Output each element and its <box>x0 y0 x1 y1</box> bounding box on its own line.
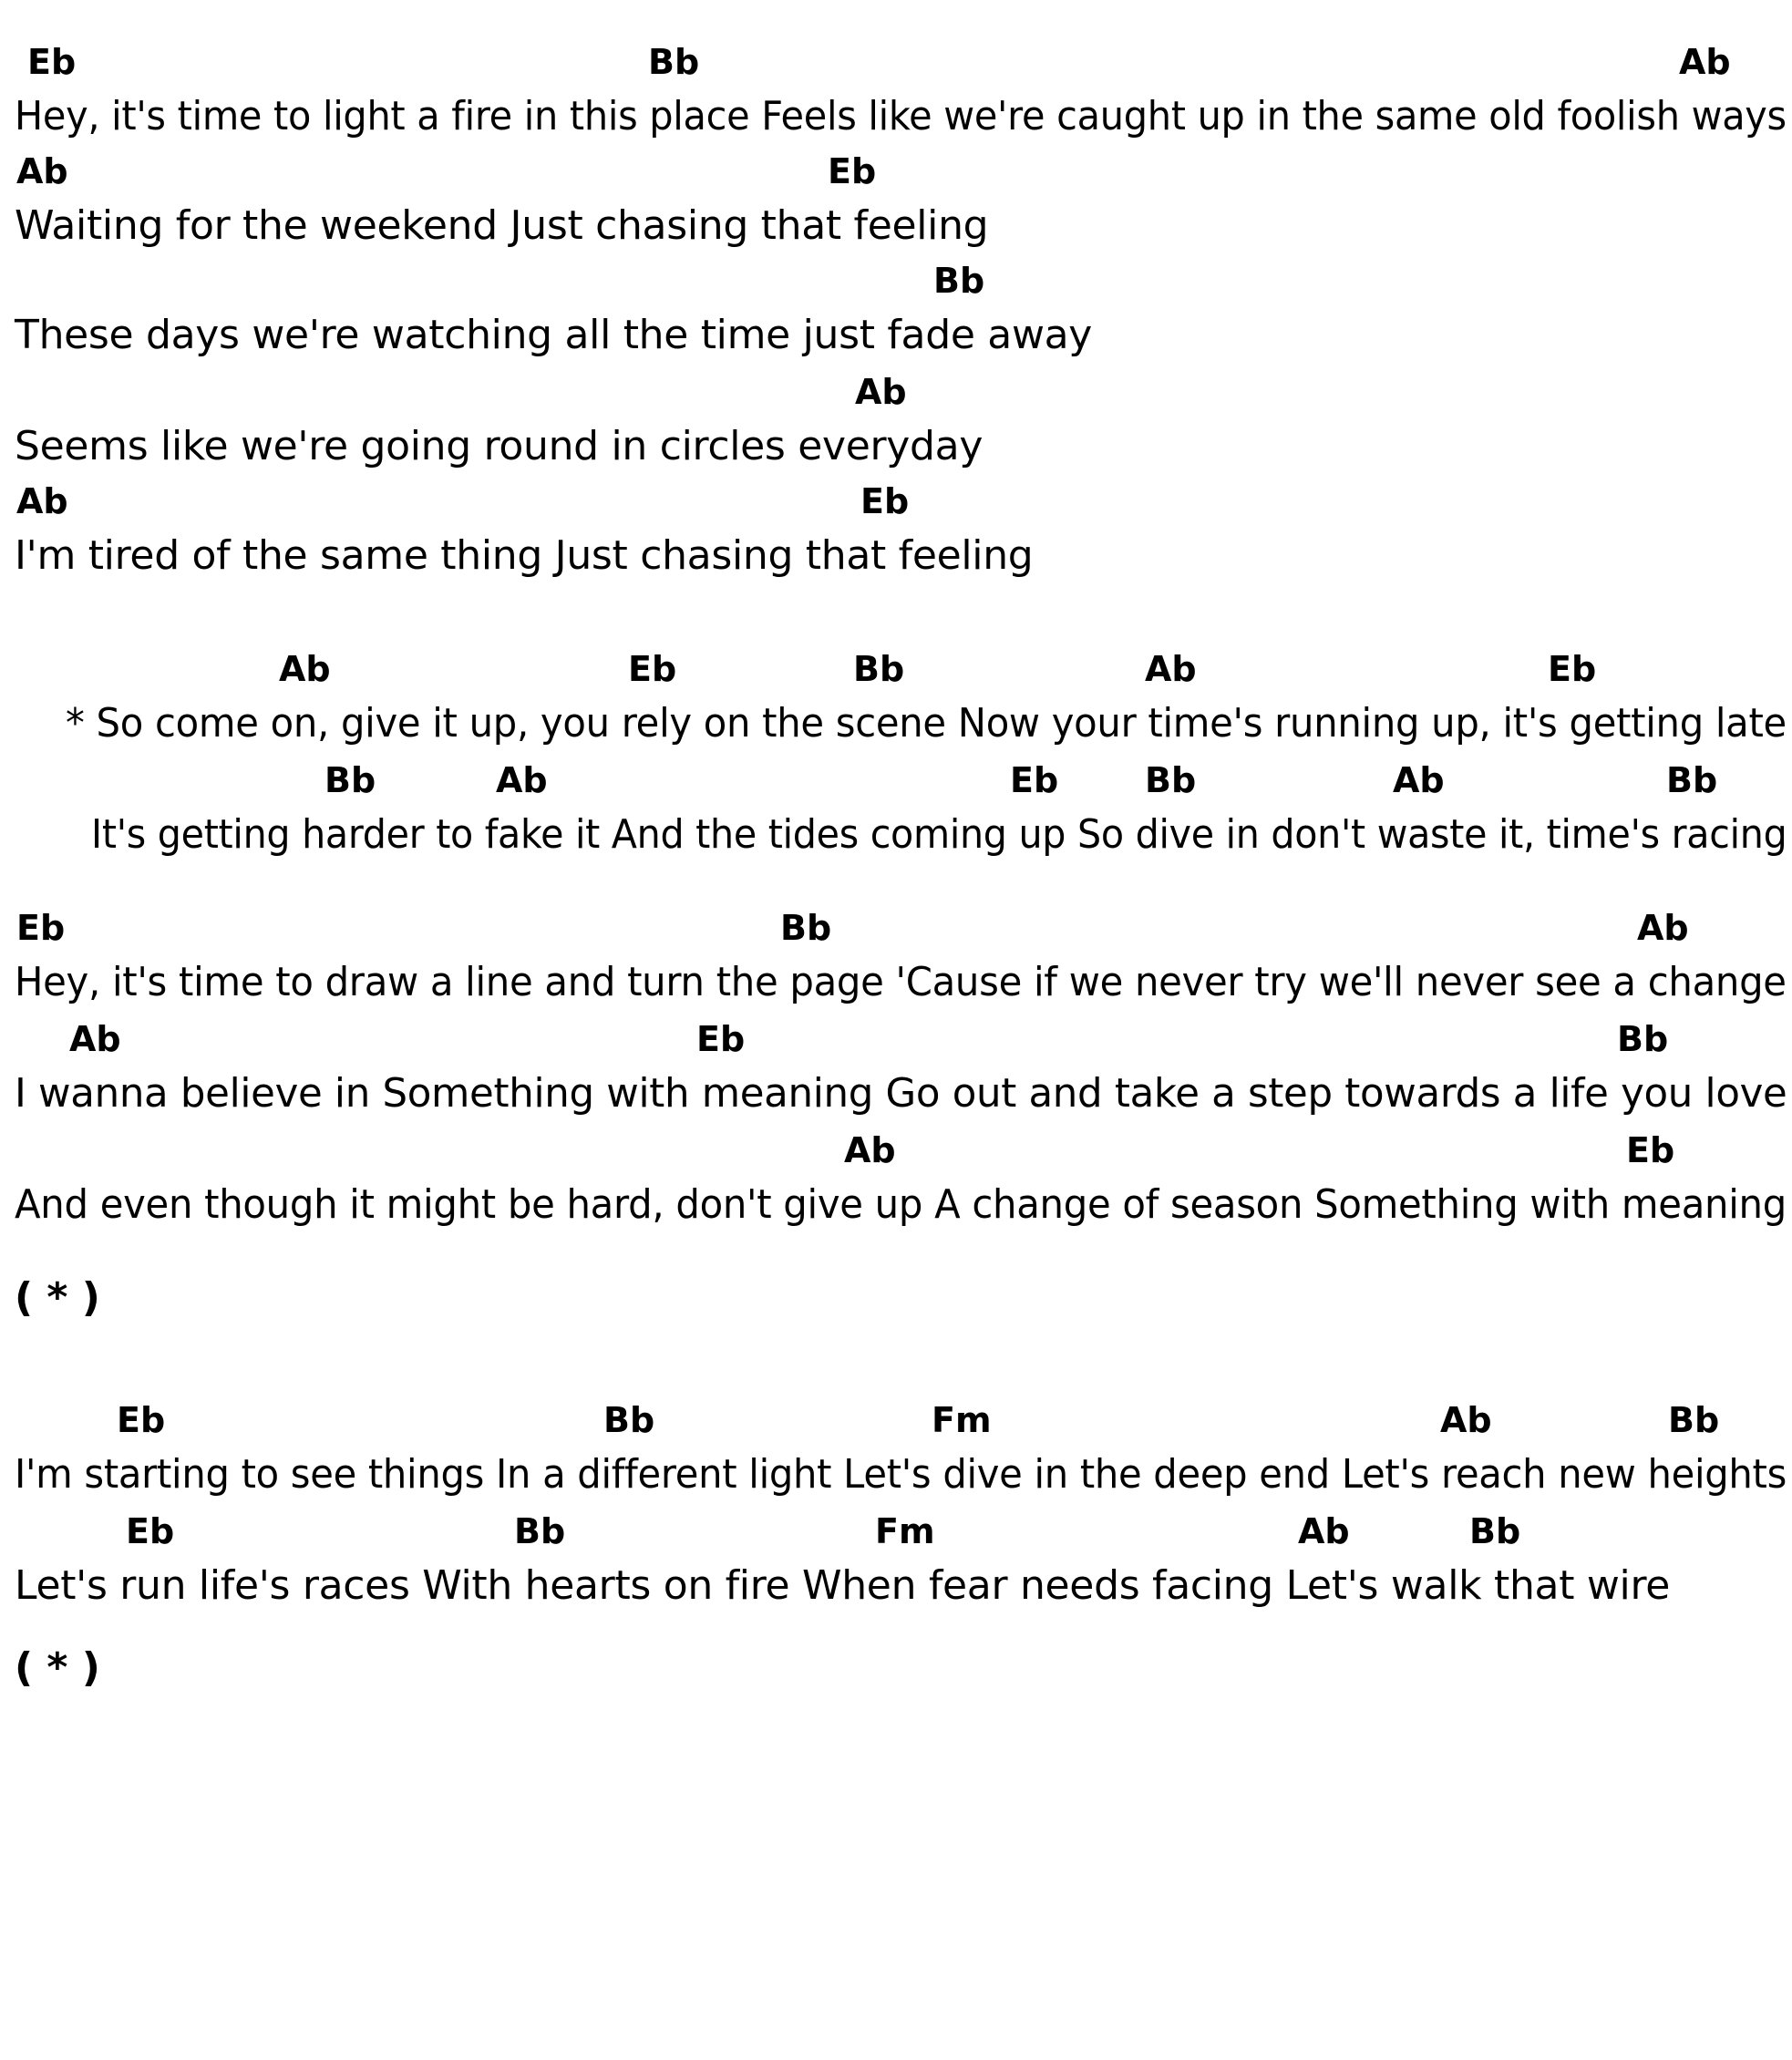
repeat-marker-text: ( * ) <box>15 1274 100 1321</box>
lyric-text: I'm starting to see things In a different light Let's dive in the deep end Let's reach new heights <box>15 1451 1787 1498</box>
lyric-text: These days we're watching all the time just fade away <box>15 312 1093 358</box>
lyric-line <box>0 529 1792 583</box>
lyric-text: I wanna believe in Something with meaning Go out and take a step towards a life you love <box>15 1070 1787 1117</box>
chord: Bb <box>933 261 985 301</box>
chord: Bb <box>1668 1400 1720 1440</box>
chord-line <box>0 144 1792 199</box>
chord: Fm <box>875 1511 935 1551</box>
lyric-text: Hey, it's time to draw a line and turn the page 'Cause if we never try we'll never see a change <box>15 959 1787 1005</box>
chord: Ab <box>69 1019 121 1059</box>
chord-line <box>0 753 1792 808</box>
chord-line <box>0 474 1792 529</box>
chord: Ab <box>1145 649 1197 689</box>
lyric-line <box>0 808 1792 862</box>
chord: Eb <box>117 1400 166 1440</box>
lyric-line <box>0 696 1792 751</box>
chord: Bb <box>514 1511 566 1551</box>
chord: Ab <box>1440 1400 1492 1440</box>
chord-line <box>0 901 1792 955</box>
chord: Ab <box>279 649 331 689</box>
chord-line <box>0 1393 1792 1447</box>
chord: Eb <box>860 481 910 521</box>
chord: Bb <box>780 908 832 948</box>
repeat-chorus-marker <box>0 1271 1792 1325</box>
lyric-line <box>0 89 1792 144</box>
chord-line <box>0 365 1792 419</box>
chord: Ab <box>496 760 548 800</box>
chord: Eb <box>16 908 66 948</box>
chord: Eb <box>1548 649 1597 689</box>
lyric-line <box>0 1066 1792 1121</box>
lyric-line <box>0 1559 1792 1613</box>
chord: Bb <box>603 1400 655 1440</box>
lyric-text: Seems like we're going round in circles everyday <box>15 423 984 469</box>
lyric-text: It's getting harder to fake it And the tides coming up So dive in don't waste it, time's racing <box>91 811 1787 858</box>
lyric-text: Hey, it's time to light a fire in this place Feels like we're caught up in the same old foolish ways <box>15 93 1787 139</box>
lyric-line <box>0 955 1792 1010</box>
chord: Eb <box>1010 760 1059 800</box>
chord-line <box>0 1504 1792 1559</box>
chord: Eb <box>628 649 677 689</box>
chord: Eb <box>27 42 77 82</box>
chord: Ab <box>844 1130 896 1170</box>
chord: Bb <box>1617 1019 1669 1059</box>
chord: Bb <box>1666 760 1718 800</box>
chord: Bb <box>853 649 905 689</box>
chord: Bb <box>1469 1511 1521 1551</box>
lyric-line <box>0 1178 1792 1232</box>
repeat-marker-text: ( * ) <box>15 1644 100 1691</box>
lyric-line <box>0 308 1792 363</box>
chord-line <box>0 1123 1792 1178</box>
chord: Ab <box>1298 1511 1350 1551</box>
lyric-line <box>0 419 1792 474</box>
chord: Ab <box>855 372 907 412</box>
lyric-text: I'm tired of the same thing Just chasing that feeling <box>15 532 1034 579</box>
chord: Eb <box>1626 1130 1675 1170</box>
repeat-chorus-marker <box>0 1641 1792 1695</box>
chord: Eb <box>828 151 877 191</box>
lyric-text: Let's run life's races With hearts on fire When fear needs facing Let's walk that wire <box>15 1562 1671 1609</box>
lyric-text: * So come on, give it up, you rely on the scene Now your time's running up, it's getting late <box>66 700 1787 747</box>
chord: Ab <box>1393 760 1445 800</box>
chord: Eb <box>126 1511 175 1551</box>
chord: Bb <box>1145 760 1197 800</box>
lyric-line <box>0 199 1792 253</box>
chord-line <box>0 253 1792 308</box>
chord-line <box>0 642 1792 696</box>
chord: Ab <box>1637 908 1689 948</box>
lyric-text: And even though it might be hard, don't give up A change of season Something with meaning <box>15 1181 1787 1228</box>
chord: Ab <box>16 151 68 191</box>
chord: Bb <box>324 760 376 800</box>
chord: Ab <box>1679 42 1731 82</box>
chord: Bb <box>648 42 700 82</box>
chord: Fm <box>932 1400 992 1440</box>
chord: Eb <box>696 1019 746 1059</box>
chord: Ab <box>16 481 68 521</box>
lyric-text: Waiting for the weekend Just chasing that feeling <box>15 202 989 249</box>
chord-line <box>0 35 1792 89</box>
lyric-line <box>0 1447 1792 1502</box>
chord-line <box>0 1012 1792 1066</box>
